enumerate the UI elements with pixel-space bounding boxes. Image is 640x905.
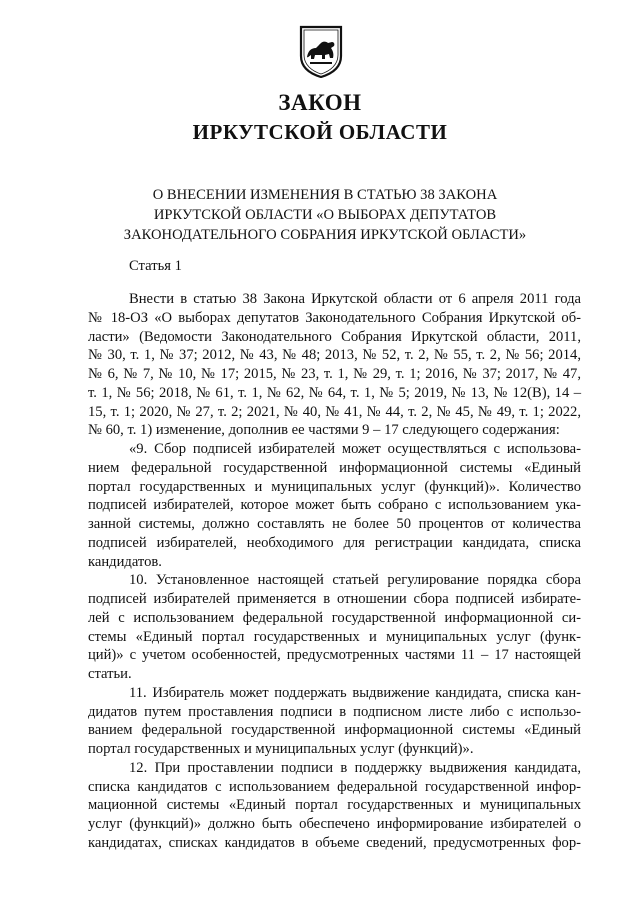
paragraph-line: № 18-ОЗ «О выборах депутатов Законодательного Собрания Иркутской об- [88, 309, 581, 326]
paragraph-line: № 60, т. 1) изменение, дополнив ее частями 9 – 17 следующего содержания: [88, 422, 560, 439]
law-paragraph [88, 290, 581, 440]
law-paragraph [88, 571, 581, 684]
paragraph-line: 15, т. 1; 2020, № 27, т. 2; 2021, № 40, № 41, № 44, т. 2, № 45, № 49, т. 1; 2022, [88, 403, 581, 420]
paragraph-line: мационной системы «Единый портал государственных и муниципальных [88, 797, 581, 814]
paragraph-line: портал государственных и муниципальных услуг (функций)». [88, 741, 474, 757]
subtitle-line: ИРКУТСКОЙ ОБЛАСТИ «О ВЫБОРАХ ДЕПУТАТОВ [153, 207, 497, 223]
paragraph-line: подписей избирателей, необходимого для регистрации кандидата, списка [88, 534, 581, 551]
paragraph-line: ванием федеральной государственной информационной системы «Единый [88, 722, 581, 739]
law-paragraph [88, 684, 581, 759]
paragraph-line: ласти» (Ведомости Законодательного Собрания Иркутской области, 2011, [88, 328, 581, 345]
paragraph-line: ций)» с учетом особенностей, предусмотренных частями 11 – 17 настоящей [88, 647, 581, 664]
paragraph-line: Внести в статью 38 Закона Иркутской области от 6 апреля 2011 года [129, 291, 581, 307]
subtitle-line: ЗАКОНОДАТЕЛЬНОГО СОБРАНИЯ ИРКУТСКОЙ ОБЛАСТИ» [123, 227, 527, 243]
paragraph-line: 12. При проставлении подписи в поддержку выдвижения кандидата, [129, 759, 581, 776]
paragraph-line: 10. Установленное настоящей статьей регулирование порядка сбора [129, 572, 581, 589]
law-subtitle [90, 185, 560, 245]
law-paragraph [88, 440, 581, 571]
paragraph-line: подписей избирателей, которое может быть собрано с использованием ука- [88, 497, 581, 514]
law-paragraph [88, 759, 581, 853]
law-region-title: ИРКУТСКОЙ ОБЛАСТИ [192, 120, 448, 144]
subtitle-line: О ВНЕСЕНИИ ИЗМЕНЕНИЯ В СТАТЬЮ 38 ЗАКОНА [152, 187, 498, 203]
paragraph-line: № 6, № 7, № 10, № 17; 2015, № 23, т. 1, № 29, т. 1; 2016, № 37; 2017, № 47, [88, 366, 581, 382]
paragraph-line: занной системы, должно составлять не более 50 процентов от количества [88, 516, 581, 532]
paragraph-line: подписей избирателей применяется в отношении сбора подписей избирате- [88, 591, 581, 607]
paragraph-line: «9. Сбор подписей избирателей может осуществляться с использова- [129, 441, 581, 457]
paragraph-line: 11. Избиратель может поддержать выдвижение кандидата, списка кан- [129, 684, 581, 701]
law-body [88, 290, 581, 853]
article-heading: Статья 1 [129, 258, 182, 274]
paragraph-line: кандидатов. [88, 553, 162, 570]
paragraph-line: стемы «Единый портал государственных и муниципальных услуг (функ- [88, 628, 581, 645]
irkutsk-coat-of-arms-icon [298, 24, 344, 78]
paragraph-line: дидатов путем проставления подписи в подписном листе либо с использо- [88, 703, 581, 720]
paragraph-line: кандидатах, списках кандидатов в объеме сведений, предусмотренных фор- [88, 834, 581, 851]
paragraph-line: портал государственных и муниципальных услуг (функций)». Количество [88, 478, 581, 495]
paragraph-line: нием федеральной государственной информационной системы «Единый [88, 459, 581, 476]
paragraph-line: лей с использованием федеральной государственной информационной си- [88, 609, 581, 626]
paragraph-line: статьи. [88, 666, 132, 682]
paragraph-line: № 30, т. 1, № 37; 2012, № 43, № 48; 2013, № 52, т. 2, № 55, т. 2, № 56; 2014, [88, 347, 581, 364]
paragraph-line: списка кандидатов с использованием федеральной государственной инфор- [88, 778, 581, 795]
paragraph-line: т. 1, № 56; 2018, № 61, т. 1, № 62, № 64, т. 1, № 5; 2019, № 13, № 12(В), 14 – [88, 384, 581, 401]
law-title: ЗАКОН [278, 90, 362, 115]
paragraph-line: услуг (функций)» должно быть обеспечено информирование избирателей о [88, 816, 581, 832]
